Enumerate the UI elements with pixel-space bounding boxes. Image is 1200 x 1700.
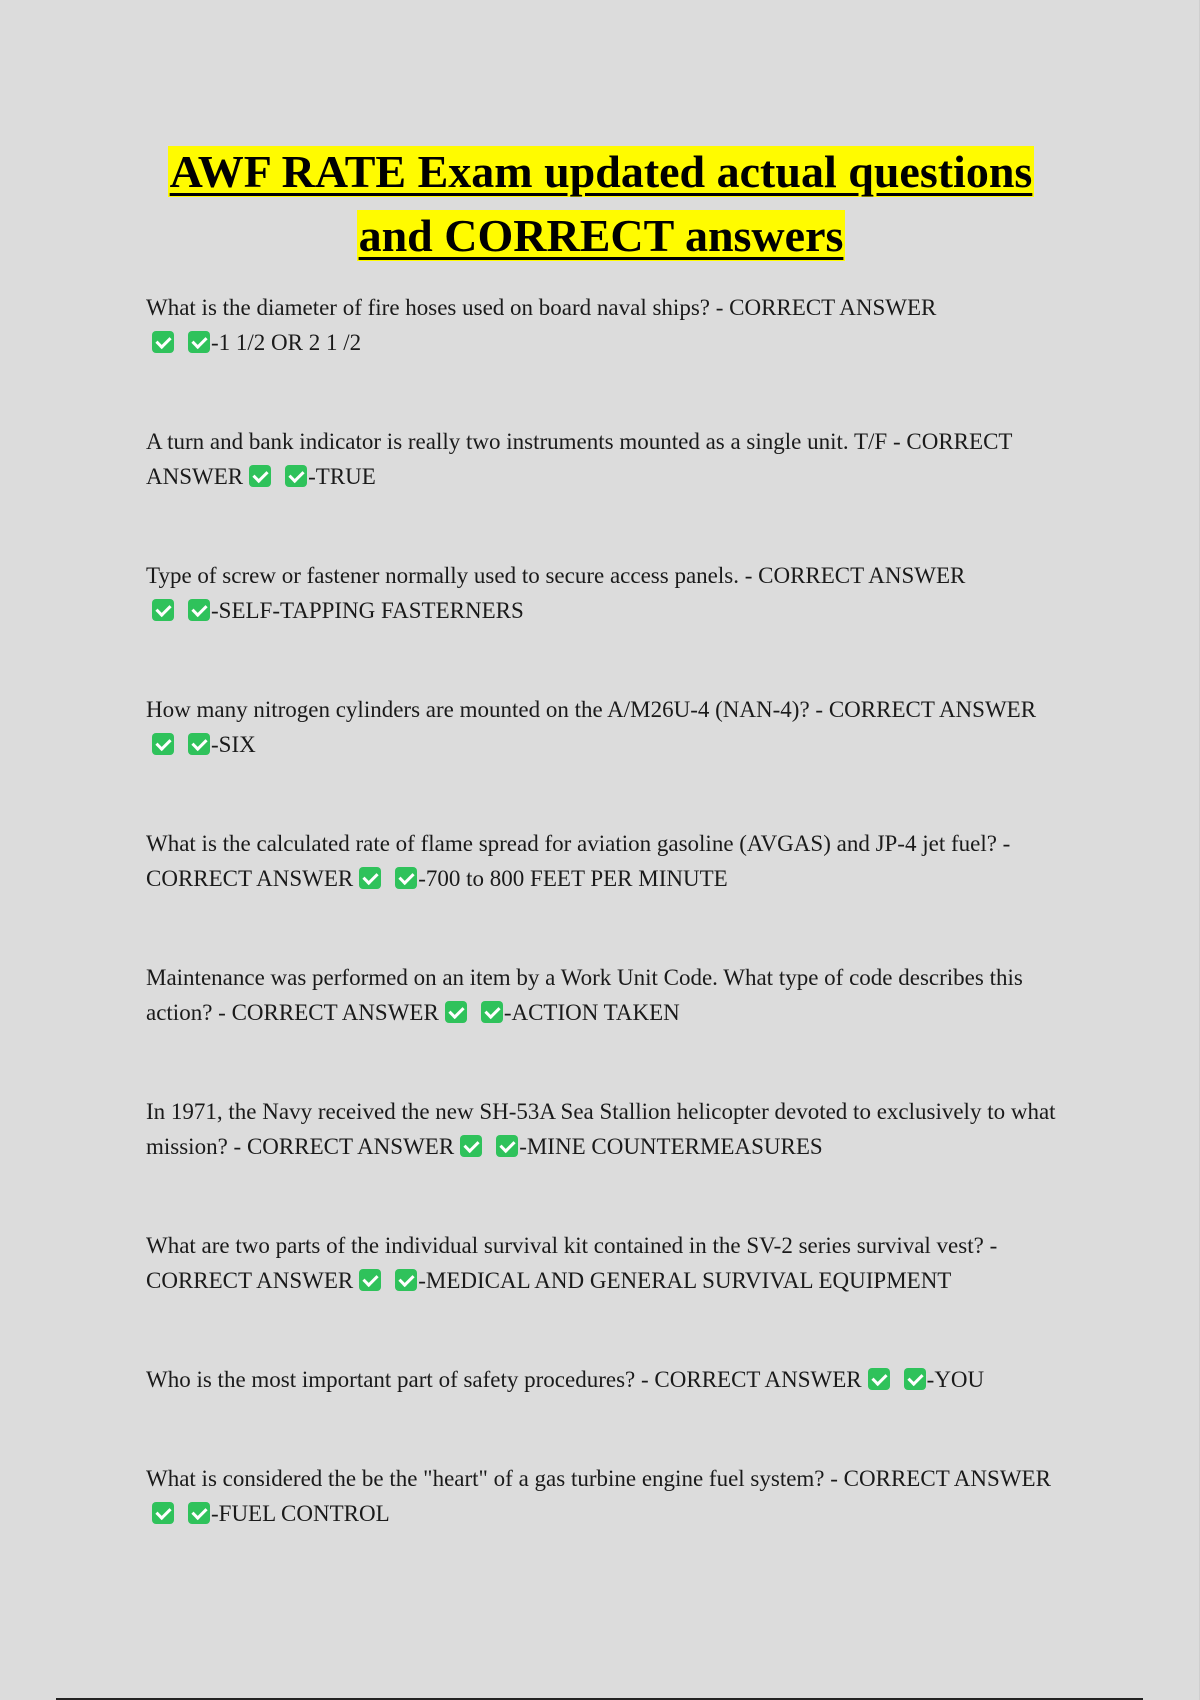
- check-mark-icon: [188, 733, 210, 755]
- document-title: [146, 140, 1056, 268]
- check-mark-icon: [152, 599, 174, 621]
- question-text: What is considered the be the "heart" of a gas turbine engine fuel system? - CORRECT ANSWER: [146, 1466, 1051, 1491]
- qa-item: [146, 1362, 1056, 1397]
- answer-text: -1 1/2 OR 2 1 /2: [211, 330, 362, 355]
- answer-group: [862, 1367, 985, 1392]
- question-text: A turn and bank indicator is really two instruments mounted as a single unit. T/F - CORRECT ANSWER: [146, 429, 1013, 489]
- qa-item: [146, 1228, 1056, 1298]
- question-text: In 1971, the Navy received the new SH-53A Sea Stallion helicopter devoted to exclusively to what mission? - CORRECT ANSWER: [146, 1099, 1056, 1159]
- check-mark-icon: [188, 599, 210, 621]
- answer-group: [146, 598, 524, 623]
- check-mark-icon: [188, 1502, 210, 1524]
- qa-list: [146, 290, 1056, 1531]
- answer-text: -SELF-TAPPING FASTERNERS: [211, 598, 524, 623]
- check-mark-icon: [359, 1269, 381, 1291]
- answer-group: [454, 1134, 822, 1159]
- check-mark-icon: [481, 1001, 503, 1023]
- qa-item: [146, 692, 1056, 762]
- check-mark-icon: [359, 867, 381, 889]
- answer-text: -MINE COUNTERMEASURES: [519, 1134, 823, 1159]
- check-mark-icon: [188, 331, 210, 353]
- answer-text: -TRUE: [308, 464, 376, 489]
- question-text: Type of screw or fastener normally used to secure access panels. - CORRECT ANSWER: [146, 563, 966, 588]
- answer-text: -YOU: [926, 1367, 985, 1392]
- qa-item: [146, 826, 1056, 896]
- question-text: What are two parts of the individual survival kit contained in the SV-2 series survival vest? - CORRECT ANSWER: [146, 1233, 998, 1293]
- check-mark-icon: [249, 465, 271, 487]
- check-mark-icon: [496, 1135, 518, 1157]
- answer-group: [439, 1000, 680, 1025]
- check-mark-icon: [152, 331, 174, 353]
- question-text: What is the calculated rate of flame spread for aviation gasoline (AVGAS) and JP-4 jet fuel? - CORRECT ANSWER: [146, 831, 1011, 891]
- answer-group: [353, 866, 727, 891]
- question-text: Who is the most important part of safety procedures? - CORRECT ANSWER: [146, 1367, 862, 1392]
- answer-text: -700 to 800 FEET PER MINUTE: [418, 866, 728, 891]
- question-text: How many nitrogen cylinders are mounted on the A/M26U-4 (NAN-4)? - CORRECT ANSWER: [146, 697, 1037, 722]
- check-mark-icon: [395, 867, 417, 889]
- document-content: [146, 140, 1056, 1595]
- check-mark-icon: [445, 1001, 467, 1023]
- answer-group: [146, 1501, 390, 1526]
- check-mark-icon: [152, 1502, 174, 1524]
- qa-item: [146, 290, 1056, 360]
- answer-group: [146, 330, 361, 355]
- check-mark-icon: [152, 733, 174, 755]
- check-mark-icon: [285, 465, 307, 487]
- question-text: What is the diameter of fire hoses used on board naval ships? - CORRECT ANSWER: [146, 295, 937, 320]
- question-text: Maintenance was performed on an item by a Work Unit Code. What type of code describes this action? - CORRECT ANSWER: [146, 965, 1023, 1025]
- answer-text: -SIX: [211, 732, 256, 757]
- check-mark-icon: [395, 1269, 417, 1291]
- answer-text: -FUEL CONTROL: [211, 1501, 390, 1526]
- answer-text: -ACTION TAKEN: [503, 1000, 680, 1025]
- check-mark-icon: [460, 1135, 482, 1157]
- qa-item: [146, 1461, 1056, 1531]
- answer-group: [353, 1268, 951, 1293]
- qa-item: [146, 1094, 1056, 1164]
- check-mark-icon: [904, 1368, 926, 1390]
- check-mark-icon: [868, 1368, 890, 1390]
- document-title-text: AWF RATE Exam updated actual questions and CORRECT answers: [169, 146, 1033, 261]
- qa-item: [146, 960, 1056, 1030]
- answer-text: -MEDICAL AND GENERAL SURVIVAL EQUIPMENT: [418, 1268, 952, 1293]
- qa-item: [146, 558, 1056, 628]
- qa-item: [146, 424, 1056, 494]
- answer-group: [243, 464, 376, 489]
- answer-group: [146, 732, 256, 757]
